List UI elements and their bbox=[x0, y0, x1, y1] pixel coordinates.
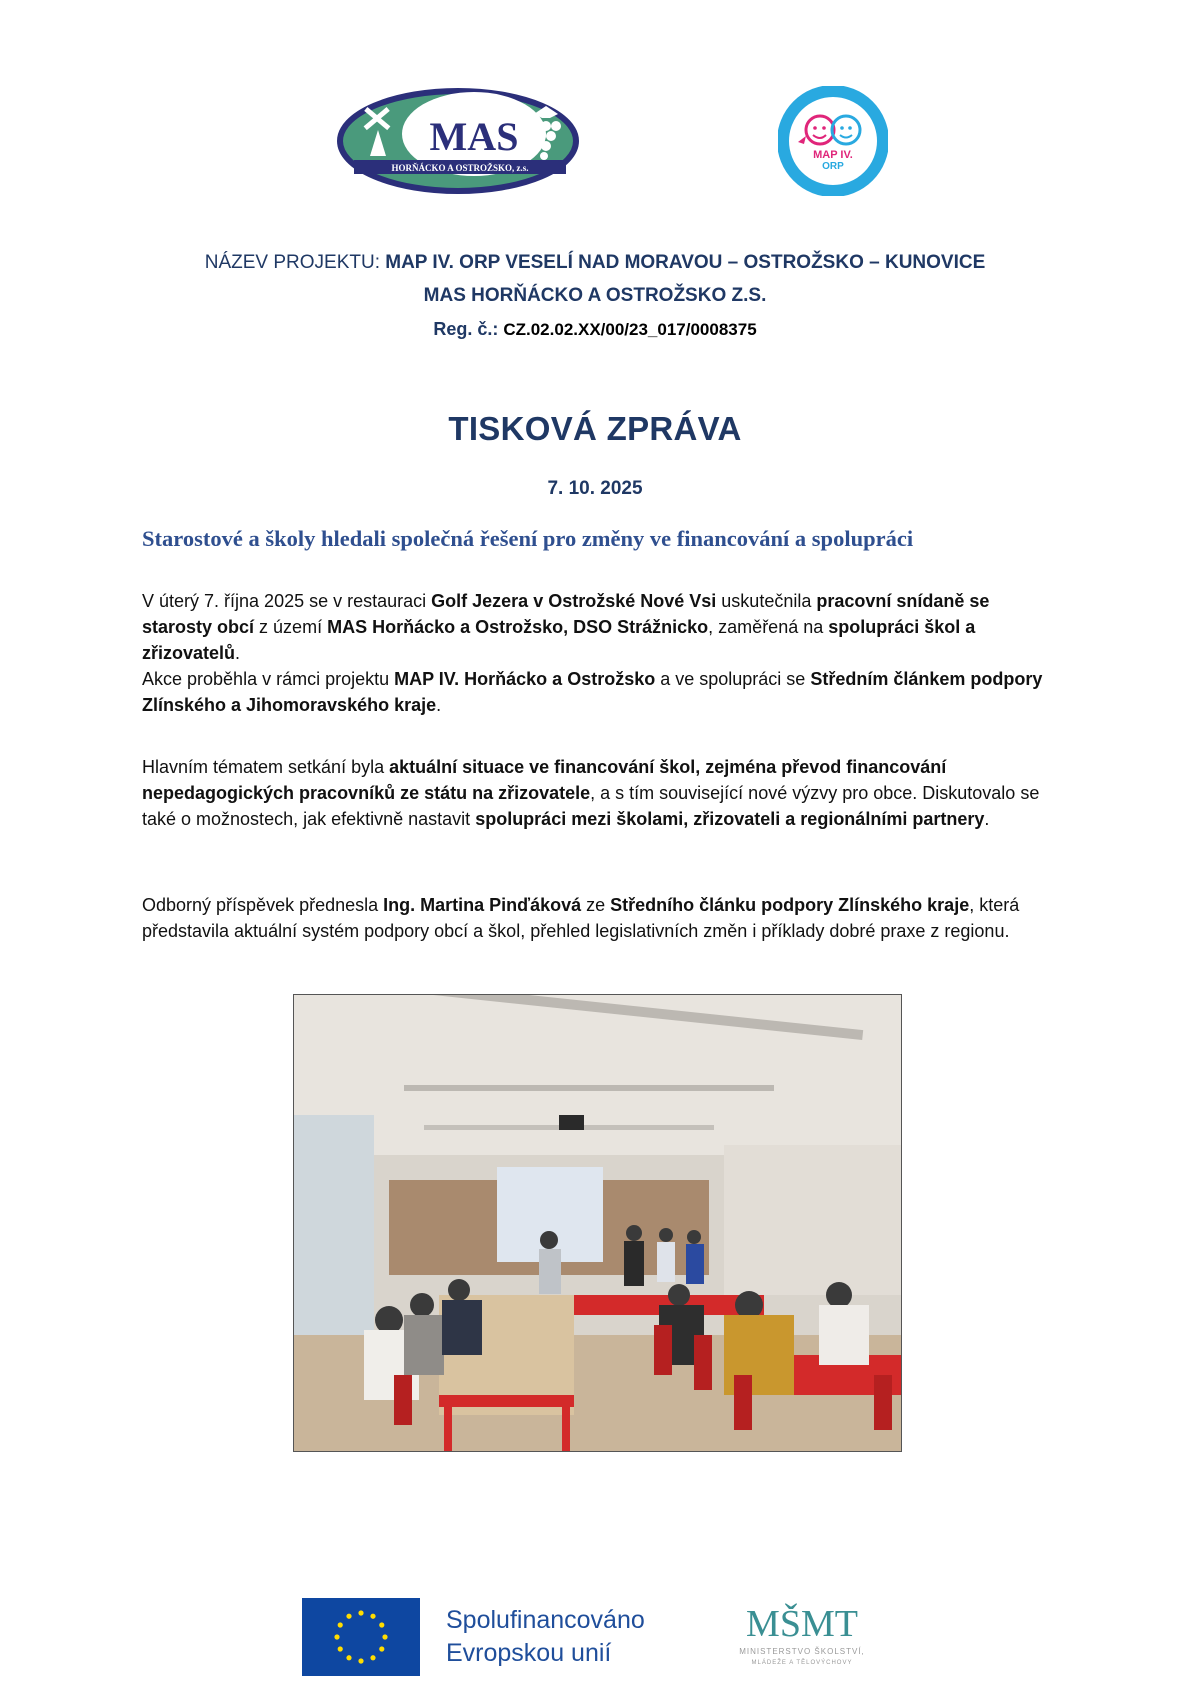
text-run: Akce proběhla v rámci projektu bbox=[142, 669, 395, 689]
mas-logo bbox=[336, 86, 581, 196]
eu-star-icon bbox=[346, 1614, 351, 1619]
eu-star-icon bbox=[358, 1610, 363, 1615]
bold-text-run: spolupráci škol a zřizovatelů bbox=[142, 617, 976, 663]
project-label: NÁZEV PROJEKTU: bbox=[204, 252, 386, 273]
meeting-photo bbox=[293, 994, 902, 1452]
mas-logo-title: MAS bbox=[429, 114, 519, 159]
paragraph-intro-part1 bbox=[142, 588, 1062, 666]
text-run: , a s tím související nové výzvy pro obce. Diskutovalo se také o možnostech, jak efektivně nastavit bbox=[142, 783, 1040, 829]
map-iv-orp-logo bbox=[778, 86, 888, 196]
eu-star-icon bbox=[358, 1658, 363, 1663]
reg-label: Reg. č.: bbox=[433, 319, 504, 339]
paragraph-speaker bbox=[142, 892, 1062, 944]
text-run: a ve spolupráci se bbox=[655, 669, 811, 689]
msmt-line2: MLÁDEŽE A TĚLOVÝCHOVY bbox=[751, 1660, 853, 1666]
eu-star-icon bbox=[379, 1646, 384, 1651]
paragraph-intro-part2 bbox=[142, 666, 1062, 718]
document-title: TISKOVÁ ZPRÁVA bbox=[448, 410, 742, 447]
text-run: . bbox=[436, 695, 442, 715]
eu-star-icon bbox=[338, 1622, 343, 1627]
headline: Starostové a školy hledali společná řešení pro změny ve financování a spolupráci bbox=[142, 526, 914, 551]
text-run: ze bbox=[581, 895, 611, 915]
eu-star-icon bbox=[370, 1655, 375, 1660]
msmt-mark: MŠMT bbox=[746, 1603, 858, 1645]
eu-text-line1: Spolufinancováno bbox=[446, 1606, 645, 1634]
eu-star-icon bbox=[346, 1655, 351, 1660]
msmt-line1: MINISTERSTVO ŠKOLSTVÍ, bbox=[739, 1647, 865, 1656]
msmt-logo bbox=[712, 1592, 892, 1672]
reg-number: CZ.02.02.XX/00/23_017/0008375 bbox=[503, 320, 757, 339]
eu-star-icon bbox=[370, 1614, 375, 1619]
text-run: , zaměřená na bbox=[708, 617, 829, 637]
document-date: 7. 10. 2025 bbox=[547, 478, 643, 499]
bold-text-run: Středním článkem podpory Zlínského a Jihomoravského kraje bbox=[142, 669, 1043, 715]
mas-logo-subtitle: HORŇÁCKO A OSTROŽSKO, z.s. bbox=[391, 163, 529, 173]
text-run: . bbox=[235, 643, 241, 663]
eu-star-icon bbox=[334, 1634, 339, 1639]
map-logo-title: MAP IV. bbox=[813, 149, 853, 161]
eu-cofinanced-text bbox=[446, 1604, 645, 1670]
text-run: uskutečnila bbox=[716, 591, 817, 611]
paragraph-intro bbox=[142, 588, 1062, 718]
eu-flag-icon bbox=[302, 1598, 420, 1676]
projector-icon bbox=[559, 1115, 584, 1130]
meeting-photo-illustration bbox=[294, 995, 901, 1451]
text-run: z území bbox=[254, 617, 328, 637]
text-run: , která představila aktuální systém podpory obcí a škol, přehled legislativních změn i příklady dobré praxe z regionu. bbox=[142, 895, 1020, 941]
bold-text-run: pracovní snídaně se starosty obcí bbox=[142, 591, 990, 637]
text-run: Hlavním tématem setkání byla bbox=[142, 757, 390, 777]
project-name-line bbox=[0, 252, 1190, 274]
bold-text-run: spolupráci mezi školami, zřizovateli a regionálními partnery bbox=[475, 809, 985, 829]
bold-text-run: aktuální situace ve financování škol, zejména převod financování nepedagogických pracovníků ze státu na zřizovatele bbox=[142, 757, 947, 803]
eu-star-icon bbox=[379, 1622, 384, 1627]
text-run: Odborný příspěvek přednesla bbox=[142, 895, 384, 915]
map-logo-subtitle: ORP bbox=[822, 161, 844, 172]
bold-text-run: Golf Jezera v Ostrožské Nové Vsi bbox=[431, 591, 717, 611]
eu-text-line2: Evropskou unií bbox=[446, 1639, 612, 1667]
eu-star-icon bbox=[338, 1646, 343, 1651]
eu-star-icon bbox=[382, 1634, 387, 1639]
bold-text-run: Ing. Martina Pinďáková bbox=[383, 895, 582, 915]
bold-text-run: MAP IV. Horňácko a Ostrožsko bbox=[394, 669, 656, 689]
project-name: MAP IV. ORP VESELÍ NAD MORAVOU – OSTROŽSKO – KUNOVICE bbox=[385, 252, 986, 273]
text-run: . bbox=[984, 809, 990, 829]
paragraph-main-topic bbox=[142, 754, 1062, 832]
bold-text-run: Středního článku podpory Zlínského kraje bbox=[610, 895, 970, 915]
organization-name: MAS HORŇÁCKO A OSTROŽSKO Z.S. bbox=[423, 285, 767, 306]
text-run: V úterý 7. října 2025 se v restauraci bbox=[142, 591, 432, 611]
bold-text-run: MAS Horňácko a Ostrožsko, DSO Strážnicko bbox=[327, 617, 709, 637]
registration-line bbox=[0, 319, 1190, 340]
